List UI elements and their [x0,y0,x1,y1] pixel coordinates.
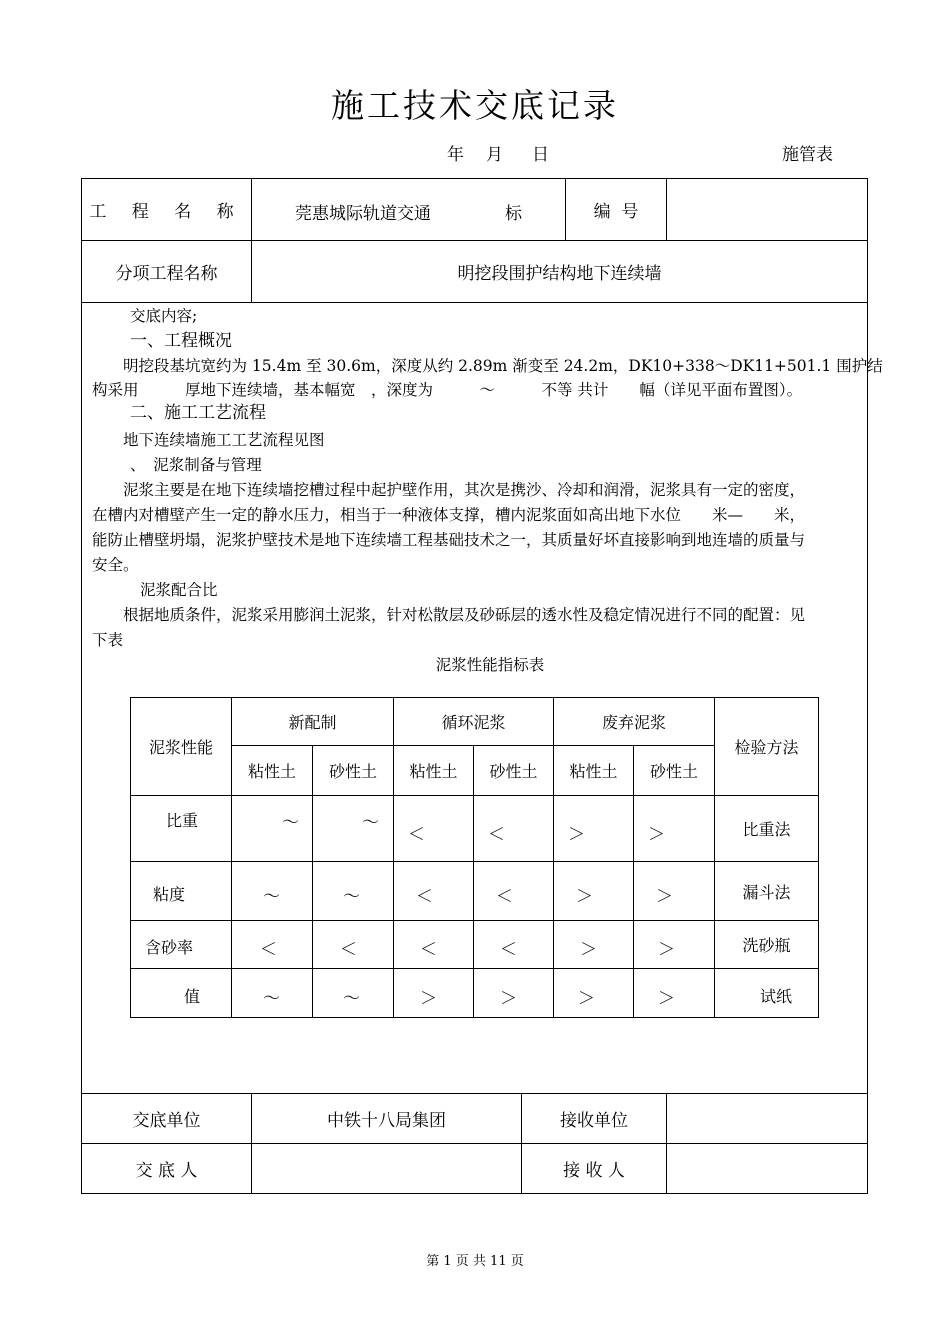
slurry-para-line4: 安全。 [92,556,139,574]
date-month: 月 [486,145,503,165]
table-cell: ＞ [420,989,437,1009]
date-year: 年 [447,145,464,165]
section1-title: 一、工程概况 [130,331,232,351]
number-value [667,179,867,240]
row-method-ph: 试纸 [760,987,793,1006]
slurry-para-line3: 能防止槽壁坍塌，泥浆护壁技术是地下连续墙工程基础技术之一，其质量好坏直接影响到地连墙的质量与 [92,531,806,549]
table-cell: ＜ [260,940,277,960]
table-corner-header: 泥浆性能 [148,738,213,757]
subheader-cell: 砂性土 [649,762,698,781]
sub-project-label: 分项工程名称 [115,264,218,284]
method-header: 检验方法 [734,738,799,757]
form-code: 施管表 [782,145,833,165]
bid-label: 标 [505,204,522,224]
row-label-viscosity: 粘度 [153,885,186,904]
slurry-para-line1: 泥浆主要是在地下连续墙挖槽过程中起护壁作用，其次是携沙、冷却和润滑，泥浆具有一定的密度， [123,481,806,499]
subheader-cell: 粘性土 [569,762,618,781]
table-cell: ＞ [656,887,673,907]
table-cell: ＞ [568,825,585,845]
table-cell: ＜ [420,940,437,960]
table-cell: ＜ [496,887,513,907]
table-cell: ＜ [500,940,517,960]
issuer-person-label: 交 底 人 [135,1161,198,1181]
group-header-circulating: 循环泥浆 [441,713,506,732]
row-label-density: 比重 [166,811,199,830]
table-cell: ＞ [500,989,517,1009]
table-cell: ＞ [648,825,665,845]
table-cell: ～ [343,887,360,907]
table-cell: ～ [282,813,299,833]
number-label: 编 号 [593,202,639,222]
table-cell: ～ [362,813,379,833]
content-heading: 交底内容; [130,307,198,325]
subheader-cell: 砂性土 [489,762,538,781]
table-cell: ＜ [340,940,357,960]
project-name-value: 莞惠城际轨道交通 [295,204,431,224]
table-cell: ＞ [658,940,675,960]
table-cell: ＞ [576,887,593,907]
section2-line: 地下连续墙施工工艺流程见图 [123,431,325,449]
table-cell: ＜ [488,825,505,845]
receiver-person-label: 接 收 人 [563,1161,625,1181]
mix-title: 泥浆配合比 [140,581,218,599]
section2-title: 二、施工工艺流程 [130,403,266,423]
group-header-new: 新配制 [288,713,337,732]
group-header-waste: 废弃泥浆 [601,713,666,732]
issuer-person-value[interactable] [252,1144,521,1193]
table-cell: ～ [263,989,280,1009]
table-cell: ＜ [408,825,425,845]
table-cell: ＜ [416,887,433,907]
issuer-unit-value: 中铁十八局集团 [327,1111,446,1131]
section1-line2: 构采用 厚地下连续墙，基本幅宽 ，深度为 ～ 不等 共计 幅（详见平面布置图）。 [92,381,803,399]
row-method-density: 比重法 [742,820,791,839]
mix-line2: 下表 [92,631,124,649]
row-label-sand-content: 含砂率 [145,938,194,957]
row-method-sand-content: 洗砂瓶 [742,936,791,955]
sub-project-value: 明挖段围护结构地下连续墙 [457,264,662,284]
section1-line1: 明挖段基坑宽约为 15.4m 至 30.6m，深度从约 2.89m 渐变至 24.2m，DK10+338～DK11+501.1 围护结 [123,357,883,375]
table-cell: ～ [263,887,280,907]
table-title: 泥浆性能指标表 [435,656,545,674]
receiver-person-value[interactable] [667,1144,867,1193]
row-method-viscosity: 漏斗法 [742,882,791,902]
mix-line1: 根据地质条件，泥浆采用膨润土泥浆，针对松散层及砂砾层的透水性及稳定情况进行不同的配置：见 [123,606,806,624]
subheader-cell: 砂性土 [328,762,377,781]
receiver-unit-label: 接收单位 [560,1111,628,1131]
subheader-cell: 粘性土 [409,762,458,781]
subheader-cell: 粘性土 [247,762,296,781]
table-cell: ＞ [658,989,675,1009]
table-cell: ＞ [580,940,597,960]
table-cell: ＞ [578,989,595,1009]
page-footer: 第 1 页 共 11 页 [426,1254,524,1269]
table-cell: ～ [343,989,360,1009]
slurry-para-line2: 在槽内对槽壁产生一定的静水压力，相当于一种液体支撑，槽内泥浆面如高出地下水位 米— 米， [92,506,806,524]
slurry-prep-title: 、 泥浆制备与管理 [130,456,262,474]
page-title: 施工技术交底记录 [331,86,619,125]
project-name-label: 工 程 名 称 [89,202,244,222]
receiver-unit-value[interactable] [667,1094,867,1143]
date-day: 日 [532,145,549,165]
row-label-ph: 值 [184,987,201,1006]
issuer-unit-label: 交底单位 [132,1111,201,1131]
